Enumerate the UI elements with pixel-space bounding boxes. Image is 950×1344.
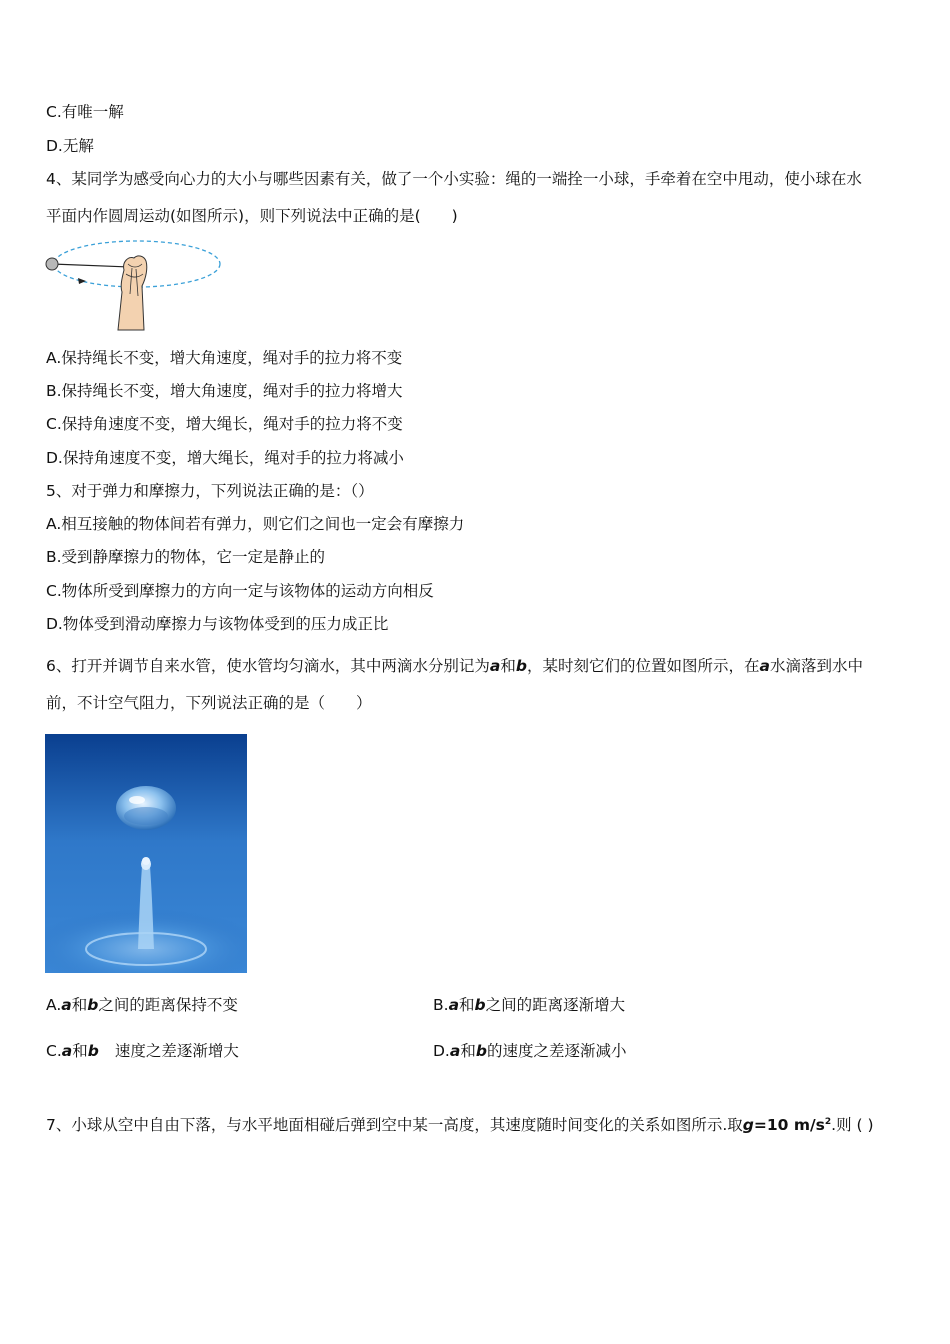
option-c-prev: C.有唯一解 — [46, 103, 124, 121]
q4-stem-line1: 4、某同学为感受向心力的大小与哪些因素有关，做了一个小实验：绳的一端拴一小球，手牵着在空中甩动，使小球在水 — [46, 170, 862, 188]
option-d-prev: D.无解 — [46, 137, 94, 155]
q5-option-d: D.物体受到滑动摩擦力与该物体受到的压力成正比 — [46, 615, 389, 633]
q6-option-d: D.a和b的速度之差逐渐减小 — [433, 1042, 627, 1060]
q5-option-b: B.受到静摩擦力的物体，它一定是静止的 — [46, 548, 326, 566]
q4-figure-circular-motion — [42, 234, 227, 334]
q5-stem: 5、对于弹力和摩擦力，下列说法正确的是：（） — [46, 482, 374, 500]
q4-option-b: B.保持绳长不变，增大角速度，绳对手的拉力将增大 — [46, 382, 403, 400]
direction-arrow-icon — [78, 278, 86, 284]
q4-option-c: C.保持角速度不变，增大绳长，绳对手的拉力将不变 — [46, 415, 403, 433]
q6-stem-line1: 6、打开并调节自来水管，使水管均匀滴水，其中两滴水分别记为a和b，某时刻它们的位置如图所示，在a水滴落到水中 — [46, 657, 863, 675]
ball-icon — [46, 258, 58, 270]
q6-option-a: A.a和b之间的距离保持不变 — [46, 996, 238, 1014]
q5-option-a: A.相互接触的物体间若有弹力，则它们之间也一定会有摩擦力 — [46, 515, 465, 533]
q5-option-c: C.物体所受到摩擦力的方向一定与该物体的运动方向相反 — [46, 582, 434, 600]
q4-option-a: A.保持绳长不变，增大角速度，绳对手的拉力将不变 — [46, 349, 403, 367]
rope-line — [52, 264, 130, 267]
drop-b — [142, 857, 150, 865]
q4-option-d: D.保持角速度不变，增大绳长，绳对手的拉力将减小 — [46, 449, 404, 467]
q6-option-c: C.a和b 速度之差逐渐增大 — [46, 1042, 239, 1060]
q6-option-b: B.a和b之间的距离逐渐增大 — [433, 996, 626, 1014]
q6-figure-water-drop — [45, 734, 247, 973]
q6-stem-line2: 前，不计空气阻力，下列说法正确的是（ ） — [46, 694, 372, 712]
q7-stem: 7、小球从空中自由下落，与水平地面相碰后弹到空中某一高度，其速度随时间变化的关系如图所示.取g=10 $m/s^2$.则 ( ) — [46, 1116, 874, 1135]
q4-stem-line2: 平面内作圆周运动(如图所示)，则下列说法中正确的是( ) — [46, 207, 458, 225]
